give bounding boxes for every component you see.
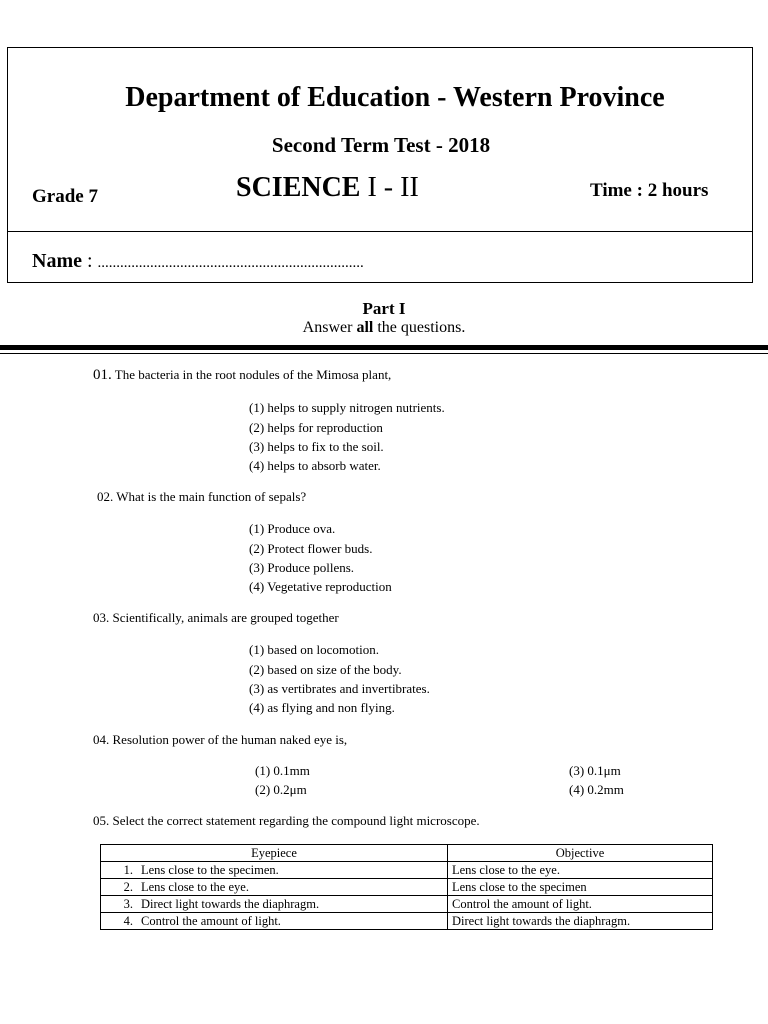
row-number: 4. — [123, 914, 133, 928]
department-title: Department of Education - Western Province — [125, 82, 665, 113]
column-header-eyepiece: Eyepiece — [101, 845, 448, 862]
eyepiece-text: Lens close to the specimen. — [141, 863, 279, 877]
question-text: Select the correct statement regarding the compound light microscope. — [109, 813, 480, 828]
option: (4) Vegetative reproduction — [249, 579, 392, 594]
table-row — [101, 862, 713, 879]
option: (1) based on locomotion. — [249, 642, 379, 657]
question-number: 04. — [93, 732, 110, 747]
option: (2) helps for reproduction — [249, 420, 383, 435]
eyepiece-cell — [101, 862, 448, 879]
table-header-row — [101, 845, 713, 862]
instr-post: the questions. — [373, 319, 466, 336]
subject-title — [236, 172, 419, 204]
grade-label: Grade 7 — [32, 186, 98, 207]
name-label: Name — [32, 250, 82, 272]
table-row — [101, 896, 713, 913]
option: (2) Protect flower buds. — [249, 541, 373, 556]
header-divider — [7, 231, 753, 232]
question-number: 03. — [93, 610, 110, 625]
objective-cell: Control the amount of light. — [448, 896, 713, 913]
eyepiece-cell — [101, 879, 448, 896]
microscope-table — [100, 844, 713, 930]
objective-cell: Lens close to the eye. — [448, 862, 713, 879]
option: (3) Produce pollens. — [249, 560, 355, 575]
name-field[interactable] — [32, 250, 364, 273]
objective-cell: Direct light towards the diaphragm. — [448, 913, 713, 930]
option: (1) Produce ova. — [249, 521, 336, 536]
column-header-objective: Objective — [448, 845, 713, 862]
test-title: Second Term Test - 2018 — [271, 133, 491, 157]
question-text: The bacteria in the root nodules of the Mimosa plant, — [111, 367, 392, 382]
option: (4) 0.2mm — [569, 782, 624, 797]
subject-parts: I - II — [367, 172, 419, 203]
question-number: 05. — [93, 813, 110, 828]
row-number: 2. — [123, 880, 133, 894]
option: (3) helps to fix to the soil. — [249, 439, 384, 454]
option: (2) based on size of the body. — [249, 662, 402, 677]
question-number: 01. — [93, 367, 112, 383]
question-1 — [93, 367, 391, 384]
option: (2) 0.2μm — [255, 782, 307, 797]
instr-bold: all — [356, 319, 374, 336]
question-text: What is the main function of sepals? — [113, 489, 307, 504]
question-number: 02. — [97, 489, 114, 504]
part-instructions — [0, 319, 768, 337]
subject-word: SCIENCE — [236, 172, 361, 203]
question-text: Resolution power of the human naked eye is, — [109, 732, 348, 747]
question-3 — [93, 610, 339, 626]
name-colon: : — [81, 250, 98, 272]
question-2 — [97, 489, 306, 505]
name-dots: ....................................................................... — [97, 255, 364, 271]
thick-rule — [0, 345, 768, 350]
objective-cell: Lens close to the specimen — [448, 879, 713, 896]
question-text: Scientifically, animals are grouped together — [109, 610, 339, 625]
table-row — [101, 913, 713, 930]
thin-rule — [0, 353, 768, 354]
question-5 — [93, 813, 480, 829]
part-title: Part I — [362, 299, 406, 318]
question-4 — [93, 732, 347, 748]
option: (1) helps to supply nitrogen nutrients. — [249, 400, 445, 415]
option: (3) 0.1μm — [569, 763, 621, 778]
table-row — [101, 879, 713, 896]
eyepiece-text: Direct light towards the diaphragm. — [141, 897, 320, 911]
option: (4) as flying and non flying. — [249, 700, 395, 715]
option: (4) helps to absorb water. — [249, 458, 381, 473]
eyepiece-cell — [101, 896, 448, 913]
eyepiece-cell — [101, 913, 448, 930]
row-number: 1. — [123, 863, 133, 877]
time-label: Time : 2 hours — [590, 180, 709, 201]
eyepiece-text: Control the amount of light. — [141, 914, 281, 928]
eyepiece-text: Lens close to the eye. — [141, 880, 249, 894]
option: (1) 0.1mm — [255, 763, 310, 778]
instr-pre: Answer — [302, 319, 357, 336]
option: (3) as vertibrates and invertibrates. — [249, 681, 430, 696]
row-number: 3. — [123, 897, 133, 911]
